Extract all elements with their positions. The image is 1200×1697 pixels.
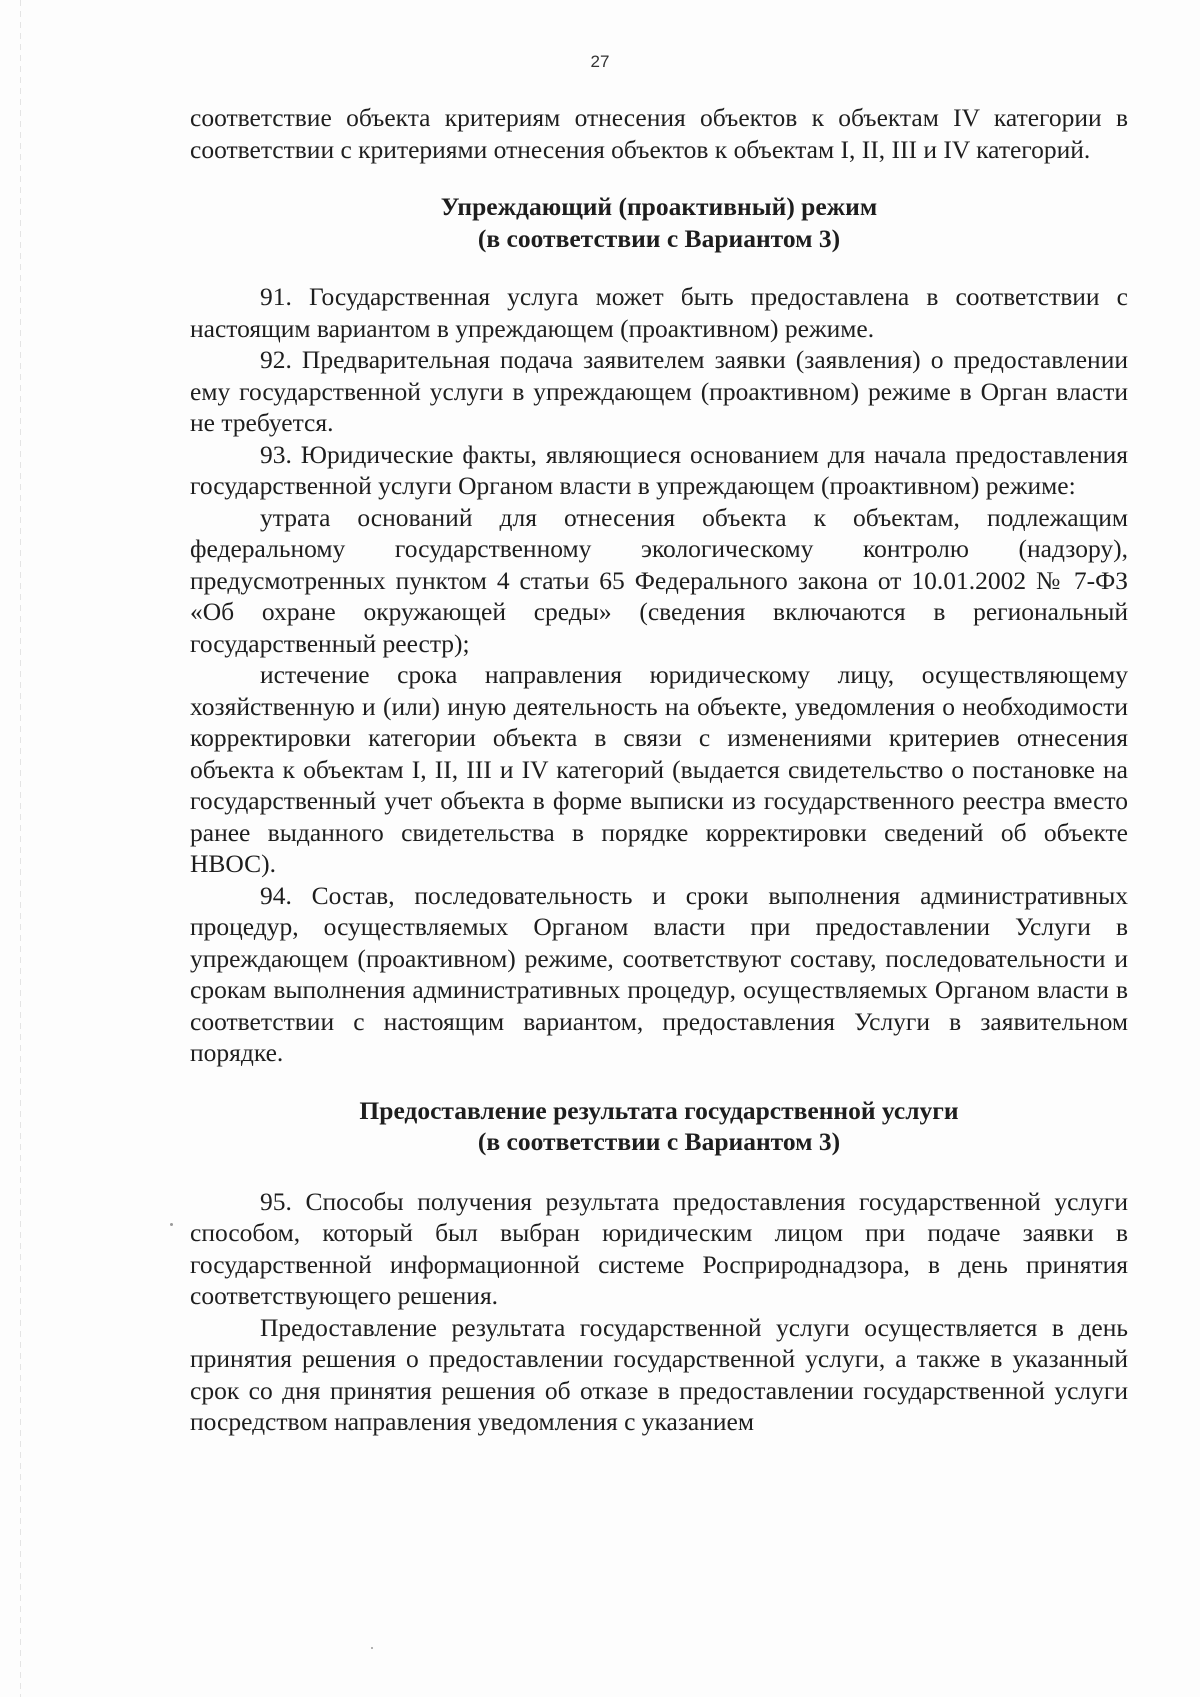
paragraph-continuation: соответствие объекта критериям отнесения объектов к объектам IV категории в соответствии с критериями отнесения объектов к объектам I, II, III и IV категорий. <box>190 103 1128 164</box>
scan-speck <box>170 1223 173 1226</box>
heading-line-2: (в соответствии с Вариантом 3) <box>477 223 841 253</box>
document-body <box>190 102 1128 1438</box>
paragraph-91: 91. Государственная услуга может быть предоставлена в соответствии с настоящим вариантом в упреждающем (проактивном) режиме. <box>190 282 1128 343</box>
page-number: 27 <box>590 52 610 71</box>
paragraph-93-item-1: утрата оснований для отнесения объекта к объектам, подлежащим федеральному государственному экологическому контролю (надзору), предусмотренных пунктом 4 статьи 65 Федерального закона от 10.01.2002 № 7-ФЗ «Об охране окружающей среды» (сведения включаются в региональный государственный реестр); <box>190 502 1128 658</box>
paragraph-92: 92. Предварительная подача заявителем заявки (заявления) о предоставлении ему государственной услуги в упреждающем (проактивном) режиме в Орган власти не требуется. <box>190 345 1128 437</box>
paragraph-95-continued: Предоставление результата государственной услуги осуществляется в день принятия решения о предоставлении государственной услуги, а также в указанный срок со дня принятия решения об отказе в предоставлении государственной услуги посредством направления уведомления с указанием <box>190 1312 1128 1436</box>
heading-line-1: Предоставление результата государственной услуги <box>359 1095 959 1125</box>
paragraph-93-item-2: истечение срока направления юридическому лицу, осуществляющему хозяйственную и (или) иную деятельность на объекте, уведомления о необходимости корректировки категории объекта в связи с изменениями критериев отнесения объекта к объектам I, II, III и IV категорий (выдается свидетельство о постановке на государственный учет объекта в форме выписки из государственного реестра вместо ранее выданного свидетельства в порядке корректировки сведений об объекте НВОС). <box>190 660 1128 878</box>
paragraph-93: 93. Юридические факты, являющиеся основанием для начала предоставления государственной услуги Органом власти в упреждающем (проактивном) режиме: <box>190 439 1128 500</box>
section-heading-result <box>190 1095 1128 1158</box>
paragraph-94: 94. Состав, последовательность и сроки выполнения административных процедур, осуществляемых Органом власти при предоставлении Услуги в упреждающем (проактивном) режиме, соответствуют составу, последовательности и срокам выполнения административных процедур, осуществляемых Органом власти в соответствии с настоящим вариантом, предоставления Услуги в заявительном порядке. <box>190 880 1128 1067</box>
heading-line-1: Упреждающий (проактивный) режим <box>440 192 878 221</box>
scan-edge-line <box>20 0 21 1697</box>
paragraph-95: 95. Способы получения результата предоставления государственной услуги способом, который был выбран юридическим лицом при подаче заявки в государственной информационной системе Росприроднадзора, в день принятия соответствующего решения. <box>190 1186 1128 1310</box>
section-heading-proactive <box>190 191 1128 254</box>
scan-speck <box>371 1647 373 1649</box>
heading-line-2: (в соответствии с Вариантом 3) <box>477 1127 841 1156</box>
